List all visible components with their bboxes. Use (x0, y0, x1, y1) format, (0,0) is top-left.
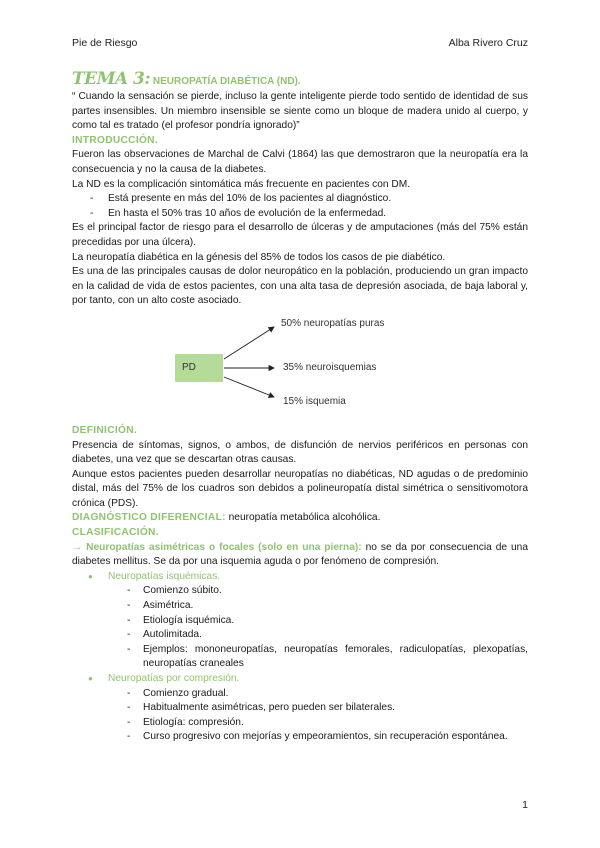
list-item: - Curso progresivo con mejorías y empeoramientos, sin recuperación espontánea. (127, 730, 528, 745)
asimetricas-label: → Neuropatías asimétricas o focales (solo en una pierna): (72, 541, 362, 553)
list-item: - Habitualmente asimétricas, pero pueden ser bilaterales. (127, 701, 528, 716)
definicion-paragraph-2: Aunque estos pacientes pueden desarrollar neuropatías no diabéticas, ND agudas o de predominio distal, más del 75% de los cuadros son debidos a polineuropatía distal simétrica o sensitivomotora crónica (PDS). (72, 468, 528, 509)
intro-paragraph-5: Es una de las principales causas de dolor neuropático en la población, produciendo un gran impacto en la calidad de vida de estos pacientes, con una alta tasa de depresión asociada, de baja laboral y, por tanto, con un alto coste asociado. (72, 266, 528, 307)
intro-list (72, 192, 528, 221)
list-item: - Etiología isquémica. (127, 614, 528, 629)
list-item: - Está presente en más del 10% de los pacientes al diagnóstico. (90, 192, 528, 207)
pie-diabetico-diagram (72, 309, 528, 424)
definicion-paragraph-1: Presencia de síntomas, signos, o ambos, de disfunción de nervios periféricos en personas con diabetes, una vez que se descartan otras causas. (72, 439, 528, 466)
asimetricas-text: no se da por consecuencia de una diabetes mellitus. Se da por una isquemia aguda o por fenómeno de compresión. (72, 541, 528, 568)
page-number: 1 (522, 799, 528, 811)
diagnostico-heading: DIAGNÓSTICO DIFERENCIAL: (72, 512, 226, 524)
title-subject: NEUROPATÍA DIABÉTICA (ND). (150, 76, 301, 87)
page-content (72, 71, 528, 745)
group-compresion-list (72, 687, 528, 745)
label-neuropatias-puras: 50% neuropatías puras (281, 317, 385, 329)
diagnostico-paragraph (72, 511, 528, 526)
clasificacion-heading: CLASIFICACIÓN. (72, 527, 159, 539)
label-isquemia: 15% isquemia (283, 395, 346, 407)
list-item: - En hasta el 50% tras 10 años de evolución de la enfermedad. (90, 207, 528, 222)
diagnostico-text: neuropatía metabólica alcohólica. (225, 512, 381, 524)
arrow-up (224, 327, 274, 359)
intro-paragraph-2: La ND es la complicación sintomática más frecuente en pacientes con DM. (72, 178, 411, 190)
definicion-heading: DEFINICIÓN. (72, 424, 137, 436)
label-neuroisquemias: 35% neuroisquemias (283, 361, 377, 373)
intro-paragraph-1: Fueron las observaciones de Marchal de Calvi (1864) las que demostraron que la neuropatía era la consecuencia y no la causa de la diabetes. (72, 149, 528, 175)
asimetricas-paragraph (72, 541, 528, 570)
group-compresion-label: ● Neuropatías por compresión. (72, 672, 528, 687)
header-right: Alba Rivero Cruz (448, 37, 528, 49)
group-isquemicas-label: ● Neuropatías isquémicas. (72, 570, 528, 585)
tema-label: TEMA 3: (72, 69, 151, 89)
intro-paragraph-4: La neuropatía diabética en la génesis del 85% de todos los casos de pie diabético. (72, 251, 446, 263)
list-item: - Ejemplos: mononeuropatías, neuropatías femorales, radiculopatías, plexopatías, neuropatías craneales (127, 643, 528, 672)
list-item: - Autolimitada. (127, 628, 528, 643)
quote-paragraph: “ Cuando la sensación se pierde, incluso la gente inteligente pierde todo sentido de identidad de sus partes insensibles. Un miembro insensible se siente como un bloque de madera unido al cuerpo, y como tal es tratado (el profesor pondría ignorado)” (72, 91, 528, 132)
list-item: - Comienzo súbito. (127, 584, 528, 599)
list-item: - Etiología: compresión. (127, 716, 528, 731)
list-item: - Comienzo gradual. (127, 687, 528, 702)
intro-paragraph-3: Es el principal factor de riesgo para el desarrollo de úlceras y de amputaciones (más del 75% están precedidas por una úlcera). (72, 222, 528, 248)
list-item: - Asimétrica. (127, 599, 528, 614)
page-title (72, 71, 528, 90)
intro-heading: INTRODUCCIÓN. (72, 134, 158, 146)
arrow-down (224, 377, 274, 397)
group-isquemicas-list (72, 584, 528, 672)
pd-box: PD (175, 354, 223, 382)
header-left: Pie de Riesgo (72, 37, 138, 49)
